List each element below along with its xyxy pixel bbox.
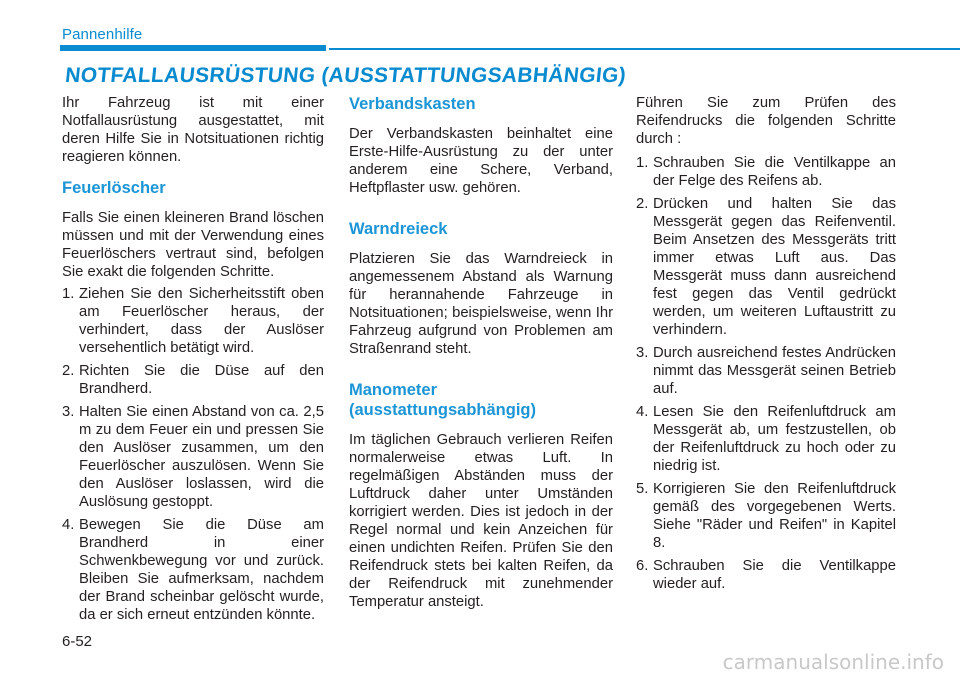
feuer-steps-list (62, 285, 324, 624)
column-left (62, 94, 324, 629)
feuer-intro: Falls Sie einen kleineren Brand löschen müssen und mit der Verwendung eines Feuerlöschers vertraut sind, befolgen Sie exakt die folgenden Schritte. (62, 210, 324, 280)
verband-paragraph: Der Verbandskasten beinhaltet eine Erste-Hilfe-Ausrüstung zu der unter anderem eine Schere, Verband, Heftpflaster usw. gehören. (349, 126, 613, 196)
list-item: 3. Halten Sie einen Abstand von ca. 2,5 m zu dem Feuer ein und pressen Sie den Auslöser zusammen, um den Feuerlöscher auszulösen. Wenn Sie den Auslöser loslassen, wird die Auslösung gestoppt. (62, 404, 324, 510)
page-number: 6-52 (62, 633, 93, 650)
list-item: 5. Korrigieren Sie den Reifenluftdruck gemäß des vorgegebenen Werts. Siehe "Räder und Reifen" in Kapitel 8. (636, 481, 896, 551)
list-item: 3. Durch ausreichend festes Andrücken nimmt das Messgerät seinen Betrieb auf. (636, 345, 896, 397)
mano-paragraph: Im täglichen Gebrauch verlieren Reifen normalerweise etwas Luft. In regelmäßigen Abständen muss der Luftdruck daher unter Umständen korrigiert werden. Dies ist jedoch in der Regel normal und kein Anzeichen für einen undichten Reifen. Prüfen Sie den Reifendruck stets bei kalten Reifen, da der Reifendruck mit zunehmender Temperatur ansteigt. (349, 432, 613, 610)
heading-warndreieck: Warndreieck (349, 220, 448, 238)
header-rule-thick (60, 45, 326, 51)
heading-manometer: Manometer (ausstattungsabhängig) (349, 381, 537, 419)
section-label: Pannenhilfe (62, 26, 143, 43)
heading-feuerloescher: Feuerlöscher (62, 179, 166, 197)
heading-verbandskasten: Verbandskasten (349, 95, 476, 113)
list-item: 2. Drücken und halten Sie das Messgerät gegen das Reifenventil. Beim Ansetzen des Messgeräts tritt immer etwas Luft aus. Das Messgerät muss dann ausreichend fest gegen das Ventil gedrückt werden, um weiteren Luftaustritt zu verhindern. (636, 196, 896, 338)
list-item: 1. Ziehen Sie den Sicherheitsstift oben am Feuerlöscher heraus, der verhindert, dass der Auslöser versehentlich betätigt wird. (62, 286, 324, 356)
list-item: 4. Bewegen Sie die Düse am Brandherd in einer Schwenkbewegung vor und zurück. Bleiben Sie aufmerksam, nachdem der Brand scheinbar gelöscht wurde, da er sich erneut entzünden könnte. (62, 517, 324, 623)
warn-paragraph: Platzieren Sie das Warndreieck in angemessenem Abstand als Warnung für herannahende Fahrzeuge in Notsituationen; beispielsweise, wenn Ihr Fahrzeug aufgrund von Problemen am Straßenrand steht. (349, 251, 613, 357)
reifendruck-steps-list (636, 154, 896, 593)
header-rule-thin (329, 48, 960, 50)
column-middle (349, 94, 613, 623)
list-item: 4. Lesen Sie den Reifenluftdruck am Messgerät ab, um festzustellen, ob der Reifenluftdruck zu hoch oder zu niedrig ist. (636, 404, 896, 474)
page-title: NOTFALLAUSRÜSTUNG (AUSSTATTUNGSABHÄNGIG) (64, 64, 628, 87)
reifendruck-intro: Führen Sie zum Prüfen des Reifendrucks die folgenden Schritte durch : (636, 95, 896, 147)
list-item: 1. Schrauben Sie die Ventilkappe an der Felge des Reifens ab. (636, 155, 896, 189)
watermark: carmanualsonline.info (722, 650, 944, 674)
column-right (636, 94, 896, 598)
list-item: 6. Schrauben Sie die Ventilkappe wieder auf. (636, 558, 896, 592)
intro-paragraph: Ihr Fahrzeug ist mit einer Notfallausrüstung ausgestattet, mit deren Hilfe Sie in Notsituationen richtig reagieren können. (62, 95, 324, 165)
list-item: 2. Richten Sie die Düse auf den Brandherd. (62, 363, 324, 397)
